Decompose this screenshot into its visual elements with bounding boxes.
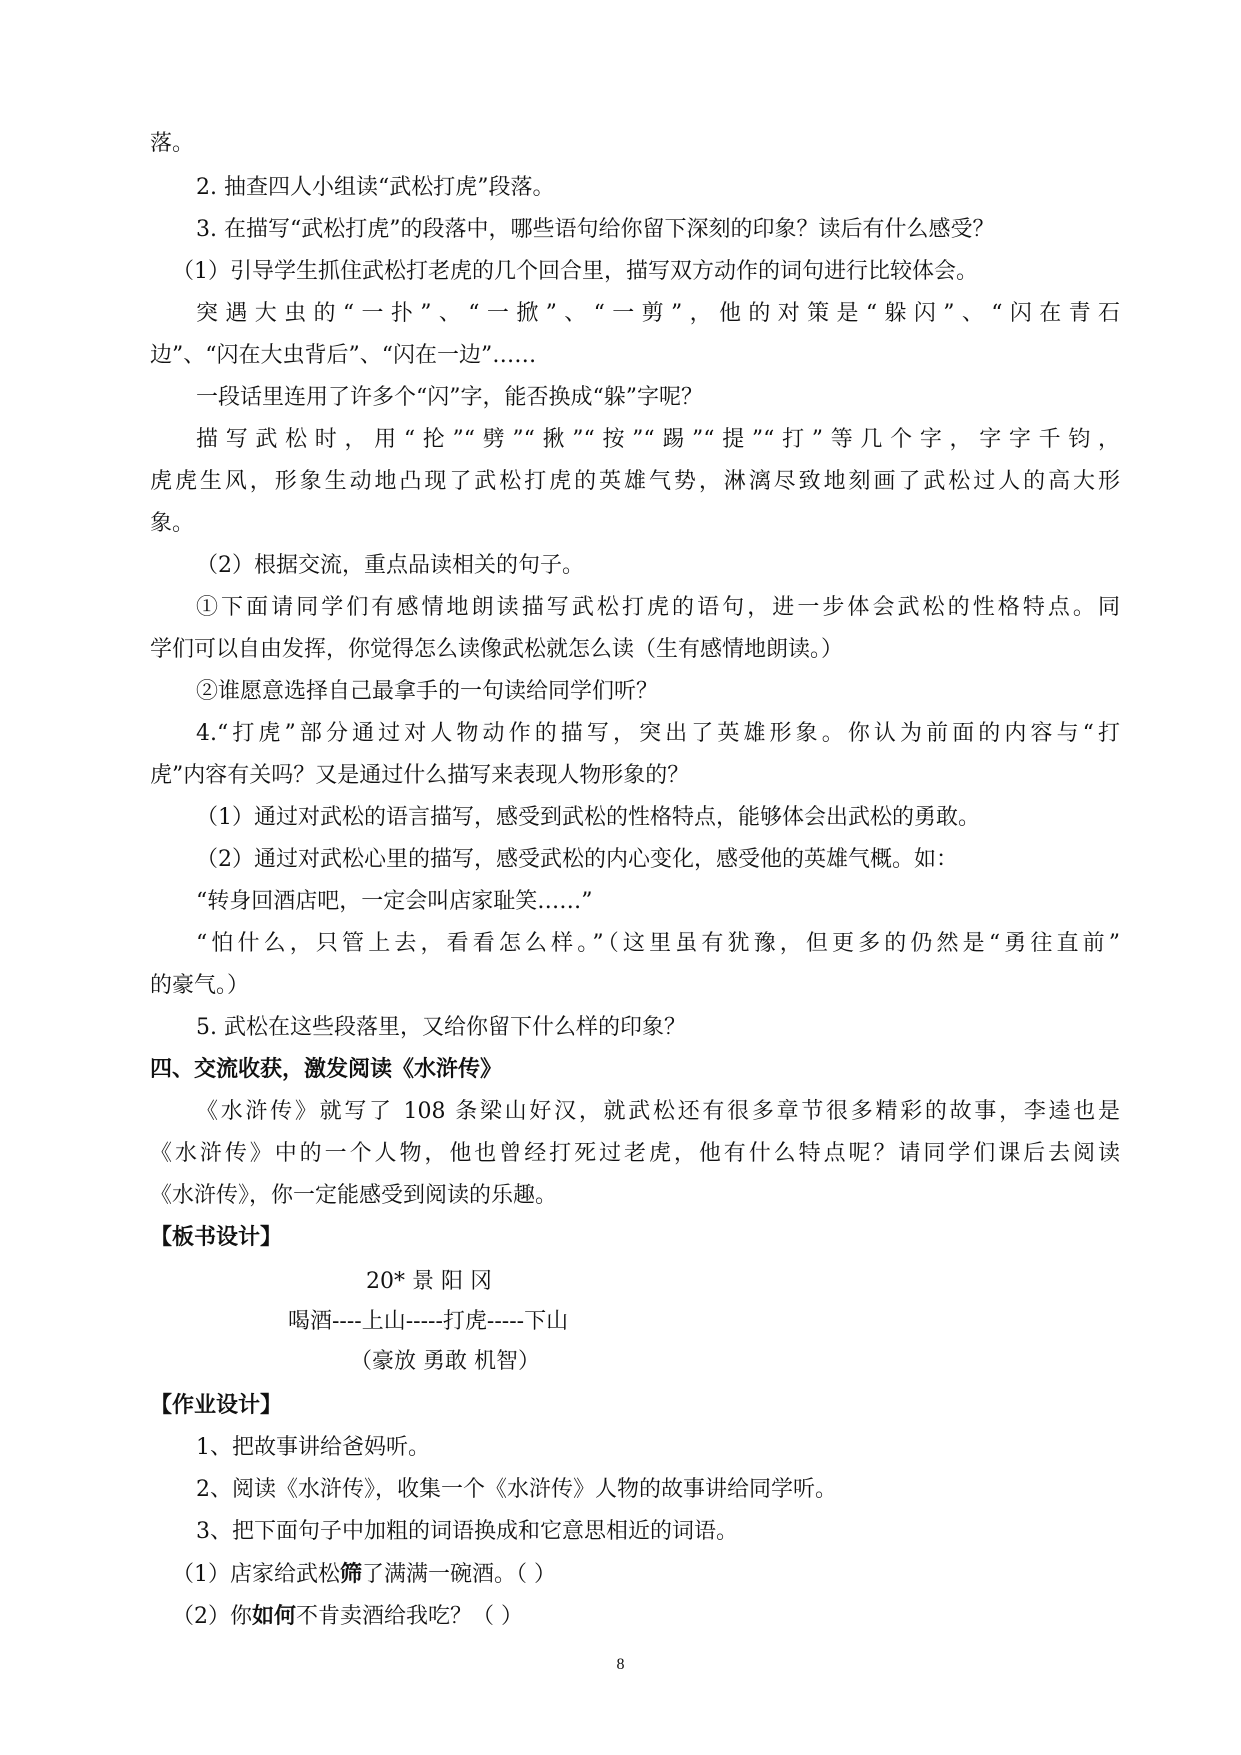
paragraph-line: 4.“打虎”部分通过对人物动作的描写，突出了英雄形象。你认为前面的内容与“打 — [196, 721, 1120, 746]
board-flow: 喝酒----上山-----打虎-----下山 — [288, 1309, 569, 1334]
paragraph-line: 突遇大虫的“一扑”、“一掀”、“一剪”，他的对策是“躲闪”、“闪在青石 — [196, 301, 1120, 326]
homework-item: 1、把故事讲给爸妈听。 — [196, 1435, 430, 1460]
bold-word: 筛 — [340, 1561, 363, 1587]
paragraph-line: 象。 — [150, 511, 195, 536]
section-heading: 四、交流收获，激发阅读《水浒传》 — [150, 1057, 503, 1082]
paragraph-line: 学们可以自由发挥，你觉得怎么读像武松就怎么读（生有感情地朗读。） — [150, 637, 844, 662]
board-design-heading: 【板书设计】 — [150, 1225, 283, 1250]
paragraph-line: 一段话里连用了许多个“闪”字，能否换成“躲”字呢？ — [196, 385, 703, 410]
board-title: 20* 景 阳 冈 — [366, 1269, 492, 1294]
homework-heading: 【作业设计】 — [150, 1393, 283, 1418]
homework-question-1 — [172, 1558, 1120, 1591]
paragraph-line: 虎虎生风，形象生动地凸现了武松打虎的英雄气势，淋漓尽致地刻画了武松过人的高大形 — [150, 469, 1120, 494]
homework-item: 3、把下面句子中加粗的词语换成和它意思相近的词语。 — [196, 1519, 738, 1544]
homework-question-2 — [172, 1600, 1120, 1633]
paragraph-line: 5. 武松在这些段落里，又给你留下什么样的印象？ — [196, 1015, 686, 1040]
question-text: （1）店家给武松 — [172, 1562, 340, 1587]
paragraph-line: ②谁愿意选择自己最拿手的一句读给同学们听？ — [196, 679, 659, 704]
paragraph-line: 《水浒传》，你一定能感受到阅读的乐趣。 — [150, 1183, 558, 1208]
paragraph-line: 《水浒传》中的一个人物，他也曾经打死过老虎，他有什么特点呢？请同学们课后去阅读 — [150, 1141, 1120, 1166]
homework-item: 2、阅读《水浒传》，收集一个《水浒传》人物的故事讲给同学听。 — [196, 1477, 837, 1502]
paragraph-line: ①下面请同学们有感情地朗读描写武松打虎的语句，进一步体会武松的性格特点。同 — [196, 595, 1120, 620]
bold-word: 如何 — [252, 1603, 297, 1629]
paragraph-line: 《水浒传》就写了 108 条梁山好汉，就武松还有很多章节很多精彩的故事，李逵也是 — [196, 1099, 1120, 1124]
board-traits: （豪放 勇敢 机智） — [350, 1349, 540, 1374]
paragraph-line: 落。 — [150, 131, 195, 156]
paragraph-line: 3. 在描写“武松打虎”的段落中，哪些语句给你留下深刻的印象？读后有什么感受？ — [196, 217, 995, 242]
question-text: （2）你 — [172, 1604, 252, 1629]
paragraph-line: 2. 抽查四人小组读“武松打虎”段落。 — [196, 175, 555, 200]
question-text: 了满满一碗酒。（ ） — [362, 1562, 557, 1587]
paragraph-line: 虎”内容有关吗？又是通过什么描写来表现人物形象的？ — [150, 763, 690, 788]
paragraph-line: 的豪气。） — [150, 973, 250, 998]
paragraph-line: “转身回酒店吧，一定会叫店家耻笑……” — [196, 889, 593, 914]
paragraph-line: 边”、“闪在大虫背后”、“闪在一边”…… — [150, 343, 537, 368]
page-number: 8 — [616, 1656, 625, 1673]
paragraph-line: （2）根据交流，重点品读相关的句子。 — [196, 553, 584, 578]
paragraph-line: 描写武松时，用“抡”“劈”“揪”“按”“踢”“提”“打”等几个字，字字千钧， — [196, 427, 1120, 452]
paragraph-line: （1）引导学生抓住武松打老虎的几个回合里，描写双方动作的词句进行比较体会。 — [172, 259, 978, 284]
paragraph-line: （1）通过对武松的语言描写，感受到武松的性格特点，能够体会出武松的勇敢。 — [196, 805, 980, 830]
paragraph-line: （2）通过对武松心里的描写，感受武松的内心变化，感受他的英雄气概。如： — [196, 847, 958, 872]
question-text: 不肯卖酒给我吃？（ ） — [296, 1604, 524, 1629]
paragraph-line: “怕什么，只管上去，看看怎么样。”（这里虽有犹豫，但更多的仍然是“勇往直前” — [196, 931, 1120, 956]
